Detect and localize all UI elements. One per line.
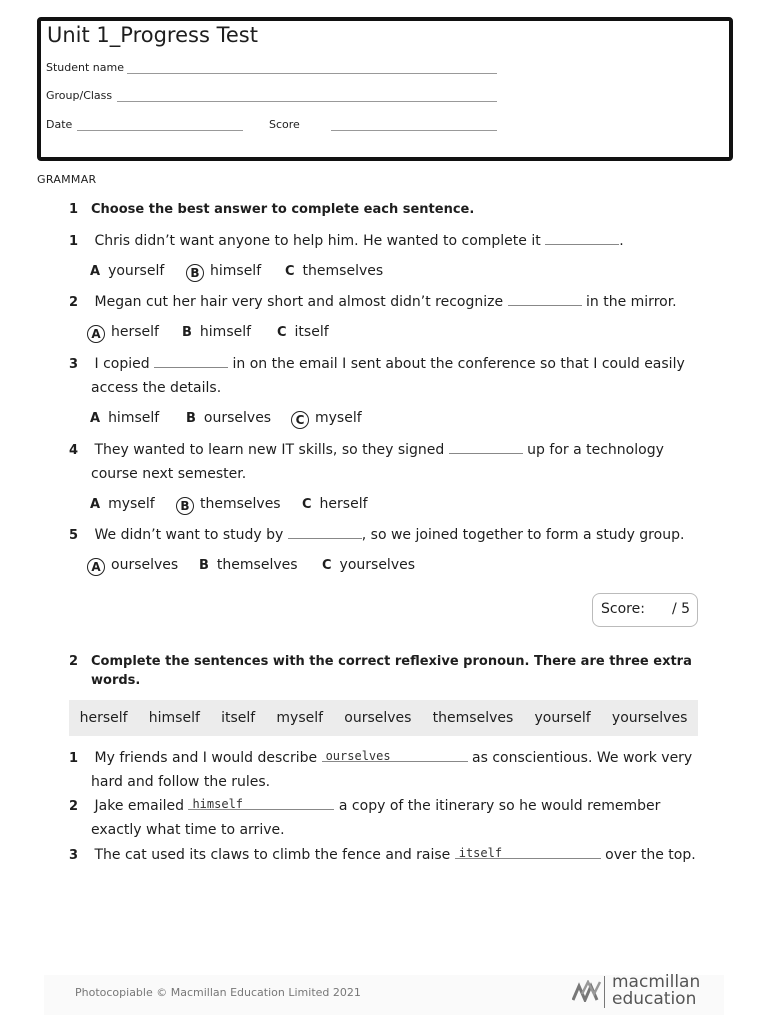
option-b[interactable]: B himself xyxy=(182,324,252,340)
word-bank-item: myself xyxy=(276,710,324,726)
option-c[interactable]: C themselves xyxy=(285,263,384,279)
word-bank-item: herself xyxy=(79,710,128,726)
sentence-3 xyxy=(69,843,696,868)
logo-text: macmillan education xyxy=(612,972,701,1009)
option-a[interactable]: A myself xyxy=(90,496,155,512)
word-bank-item: itself xyxy=(221,710,256,726)
question-text: in the mirror. xyxy=(581,294,677,310)
exercise-instruction-continued: words. xyxy=(91,673,141,688)
answer-blank[interactable] xyxy=(508,291,582,306)
option-b-selected[interactable]: B themselves xyxy=(176,496,281,515)
sentence-text: as conscientious. We work very xyxy=(467,750,693,766)
circled-answer-icon: C xyxy=(291,411,309,429)
question-5 xyxy=(69,523,684,548)
sentence-1 xyxy=(69,746,692,771)
score-field[interactable] xyxy=(331,130,497,131)
macmillan-logo-icon xyxy=(572,980,606,1002)
question-text: I copied xyxy=(94,356,155,372)
question-text: Megan cut her hair very short and almost didn’t recognize xyxy=(94,294,508,310)
question-number: 3 xyxy=(69,848,79,863)
option-b[interactable]: B themselves xyxy=(199,557,298,573)
answer-blank[interactable] xyxy=(322,747,468,762)
question-text: up for a technology xyxy=(522,442,664,458)
question-number: 1 xyxy=(69,234,79,249)
word-bank-item: yourself xyxy=(534,710,591,726)
logo-divider xyxy=(604,976,605,1008)
question-number: 2 xyxy=(69,799,79,814)
circled-answer-icon: B xyxy=(176,497,194,515)
sentence-2-continued: exactly what time to arrive. xyxy=(91,822,285,838)
option-c[interactable]: C herself xyxy=(302,496,368,512)
date-field[interactable] xyxy=(77,130,243,131)
question-3-continued: access the details. xyxy=(91,380,222,396)
option-a-selected[interactable]: A ourselves xyxy=(87,557,178,576)
word-bank-item: ourselves xyxy=(344,710,412,726)
sentence-2 xyxy=(69,794,660,819)
sentence-text: a copy of the itinerary so he would remember xyxy=(334,798,661,814)
exercise-instruction: Complete the sentences with the correct reflexive pronoun. There are three extra xyxy=(91,654,692,669)
score-total: / 5 xyxy=(672,601,691,617)
group-class-field[interactable] xyxy=(117,101,497,102)
group-class-label: Group/Class xyxy=(46,89,113,102)
option-a[interactable]: A himself xyxy=(90,410,160,426)
question-4 xyxy=(69,438,664,463)
question-text: Chris didn’t want anyone to help him. He wanted to complete it xyxy=(94,233,546,249)
sentence-text: My friends and I would describe xyxy=(94,750,322,766)
copyright-text: Photocopiable © Macmillan Education Limited 2021 xyxy=(75,986,361,999)
question-text: . xyxy=(619,233,624,249)
student-name-field[interactable] xyxy=(127,73,497,74)
question-text: We didn’t want to study by xyxy=(94,527,288,543)
word-bank-item: themselves xyxy=(432,710,514,726)
sentence-1-continued: hard and follow the rules. xyxy=(91,774,271,790)
word-bank-item: himself xyxy=(148,710,200,726)
date-label: Date xyxy=(46,118,73,131)
option-c-selected[interactable]: C myself xyxy=(291,410,362,429)
question-text: in on the email I sent about the conference so that I could easily xyxy=(228,356,685,372)
question-number: 2 xyxy=(69,295,79,310)
question-number: 4 xyxy=(69,443,79,458)
word-bank xyxy=(69,700,698,736)
handwritten-answer: himself xyxy=(192,797,244,811)
score-label: Score xyxy=(269,118,300,131)
answer-blank[interactable] xyxy=(154,353,228,368)
option-b[interactable]: B ourselves xyxy=(186,410,272,426)
student-name-label: Student name xyxy=(46,61,124,74)
answer-blank[interactable] xyxy=(288,524,362,539)
score-box[interactable] xyxy=(592,593,698,627)
option-a-selected[interactable]: A herself xyxy=(87,324,159,343)
question-text: , so we joined together to form a study group. xyxy=(361,527,685,543)
sentence-text: Jake emailed xyxy=(94,798,189,814)
circled-answer-icon: A xyxy=(87,325,105,343)
score-box-label: Score: xyxy=(601,601,645,617)
header-box xyxy=(37,17,733,161)
circled-answer-icon: B xyxy=(186,264,204,282)
question-number: 3 xyxy=(69,357,79,372)
option-c[interactable]: C itself xyxy=(277,324,329,340)
question-3 xyxy=(69,352,685,377)
handwritten-answer: itself xyxy=(458,846,503,860)
question-text: They wanted to learn new IT skills, so they signed xyxy=(94,442,449,458)
option-a[interactable]: A yourself xyxy=(90,263,165,279)
word-bank-item: yourselves xyxy=(611,710,688,726)
macmillan-logo xyxy=(572,974,702,1010)
page-title: Unit 1_Progress Test xyxy=(47,23,258,47)
option-b-selected[interactable]: B himself xyxy=(186,263,261,282)
circled-answer-icon: A xyxy=(87,558,105,576)
exercise-number: 2 xyxy=(69,654,79,669)
exercise-number: 1 xyxy=(69,202,79,217)
option-c[interactable]: C yourselves xyxy=(322,557,416,573)
answer-blank[interactable] xyxy=(545,230,619,245)
question-number: 5 xyxy=(69,528,79,543)
sentence-text: over the top. xyxy=(600,847,696,863)
sentence-text: The cat used its claws to climb the fence and raise xyxy=(94,847,455,863)
answer-blank[interactable] xyxy=(449,439,523,454)
question-number: 1 xyxy=(69,751,79,766)
question-1 xyxy=(69,229,624,254)
question-2 xyxy=(69,290,677,315)
answer-blank[interactable] xyxy=(188,795,334,810)
exercise-instruction: Choose the best answer to complete each sentence. xyxy=(91,202,475,217)
handwritten-answer: ourselves xyxy=(325,749,391,763)
answer-blank[interactable] xyxy=(455,844,601,859)
question-4-continued: course next semester. xyxy=(91,466,247,482)
section-label: GRAMMAR xyxy=(37,173,97,186)
